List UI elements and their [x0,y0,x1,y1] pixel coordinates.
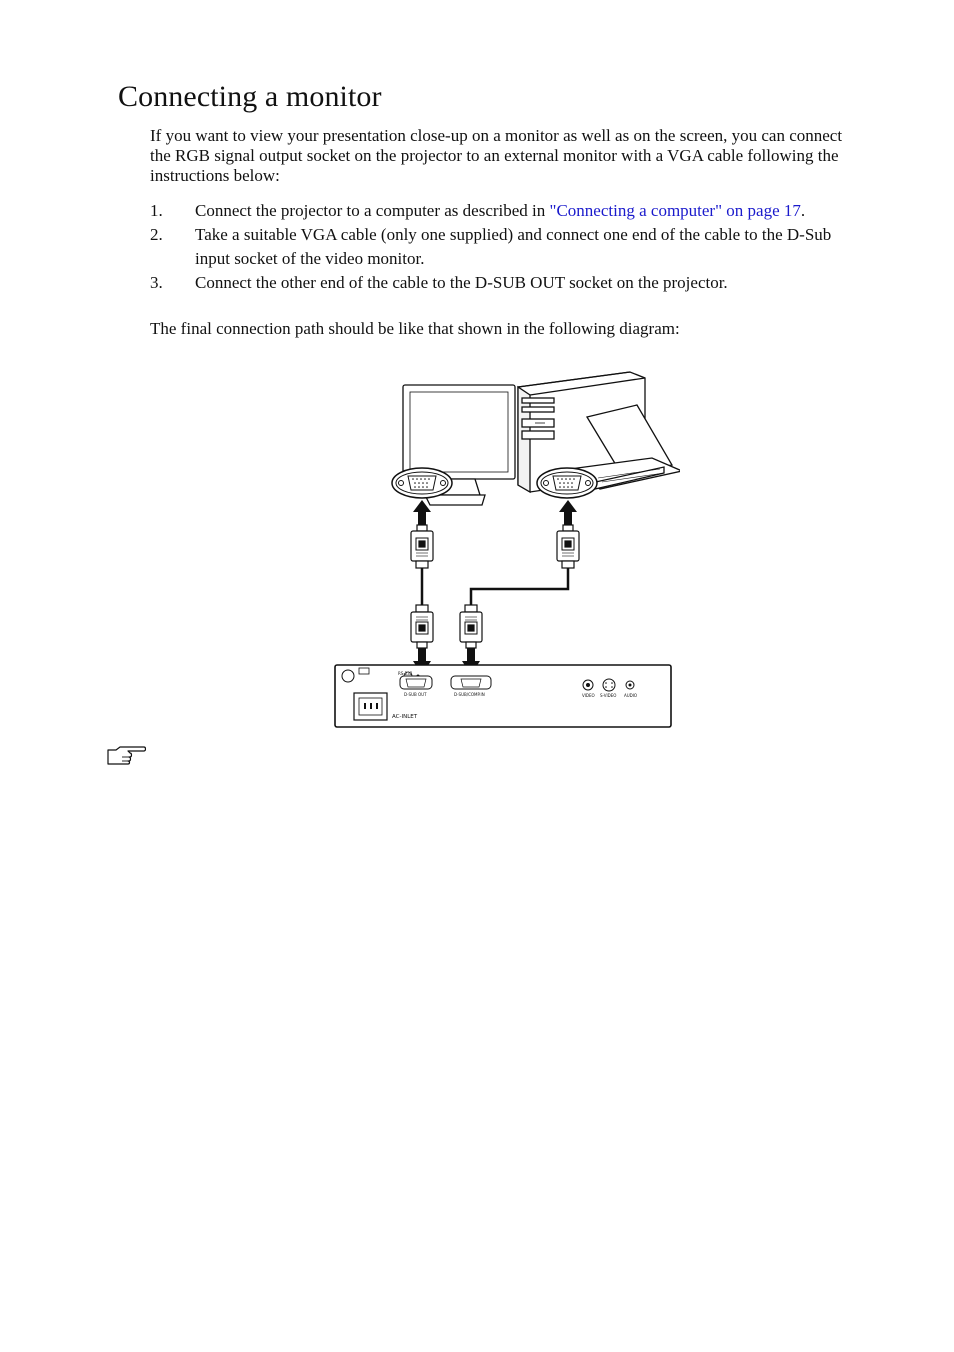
connecting-computer-link[interactable]: "Connecting a computer" on page 17 [549,201,801,220]
final-connection-text: The final connection path should be like that shown in the following diagram: [150,319,680,338]
intro-paragraph: If you want to view your presentation close-up on a monitor as well as on the screen, you can connect the RGB signal output socket on the projector to an external monitor with a VGA cable following the instructions below: [150,126,843,185]
step-1 [150,199,860,223]
ac-inlet-label: AC-INLET [392,714,418,720]
video-label: VIDEO [582,693,595,698]
step-number: 3. [150,272,163,292]
audio-label: AUDIO [624,693,638,698]
vga-plug-dsub-out [411,605,433,648]
page-title: Connecting a monitor [118,80,382,113]
dsub-in-label: D-SUB/COMP.IN [454,692,485,697]
rs232-label: RS-232 [398,671,413,676]
step-number: 1. [150,201,163,220]
step-3 [150,271,860,295]
svideo-label: S-VIDEO [600,693,617,698]
step-text: Connect the other end of the cable to the D-SUB OUT socket on the projector. [195,272,728,292]
vga-cable [422,568,568,605]
step-2 [150,223,860,270]
step-text: Take a suitable VGA cable (only one supplied) and connect one end of the cable to the D-Sub input socket of the video monitor. [195,225,832,268]
step-number: 2. [150,225,163,244]
connection-diagram [330,365,680,735]
vga-plug-computer-end [557,525,579,568]
monitor-dsub-socket [392,468,452,498]
projector-panel-icon [335,665,671,727]
arrow-to-monitor [413,500,431,525]
vga-plug-dsub-in [460,605,482,648]
instruction-list [150,199,860,294]
step-text-end: . [800,201,806,220]
step-text: Connect the projector to a computer as described in [195,201,550,220]
vga-plug-monitor-end [411,525,433,568]
dsub-out-label: D-SUB OUT [404,692,427,697]
computer-dsub-socket [537,468,597,498]
note-hand-icon [106,744,146,768]
arrow-to-computer [559,500,577,525]
